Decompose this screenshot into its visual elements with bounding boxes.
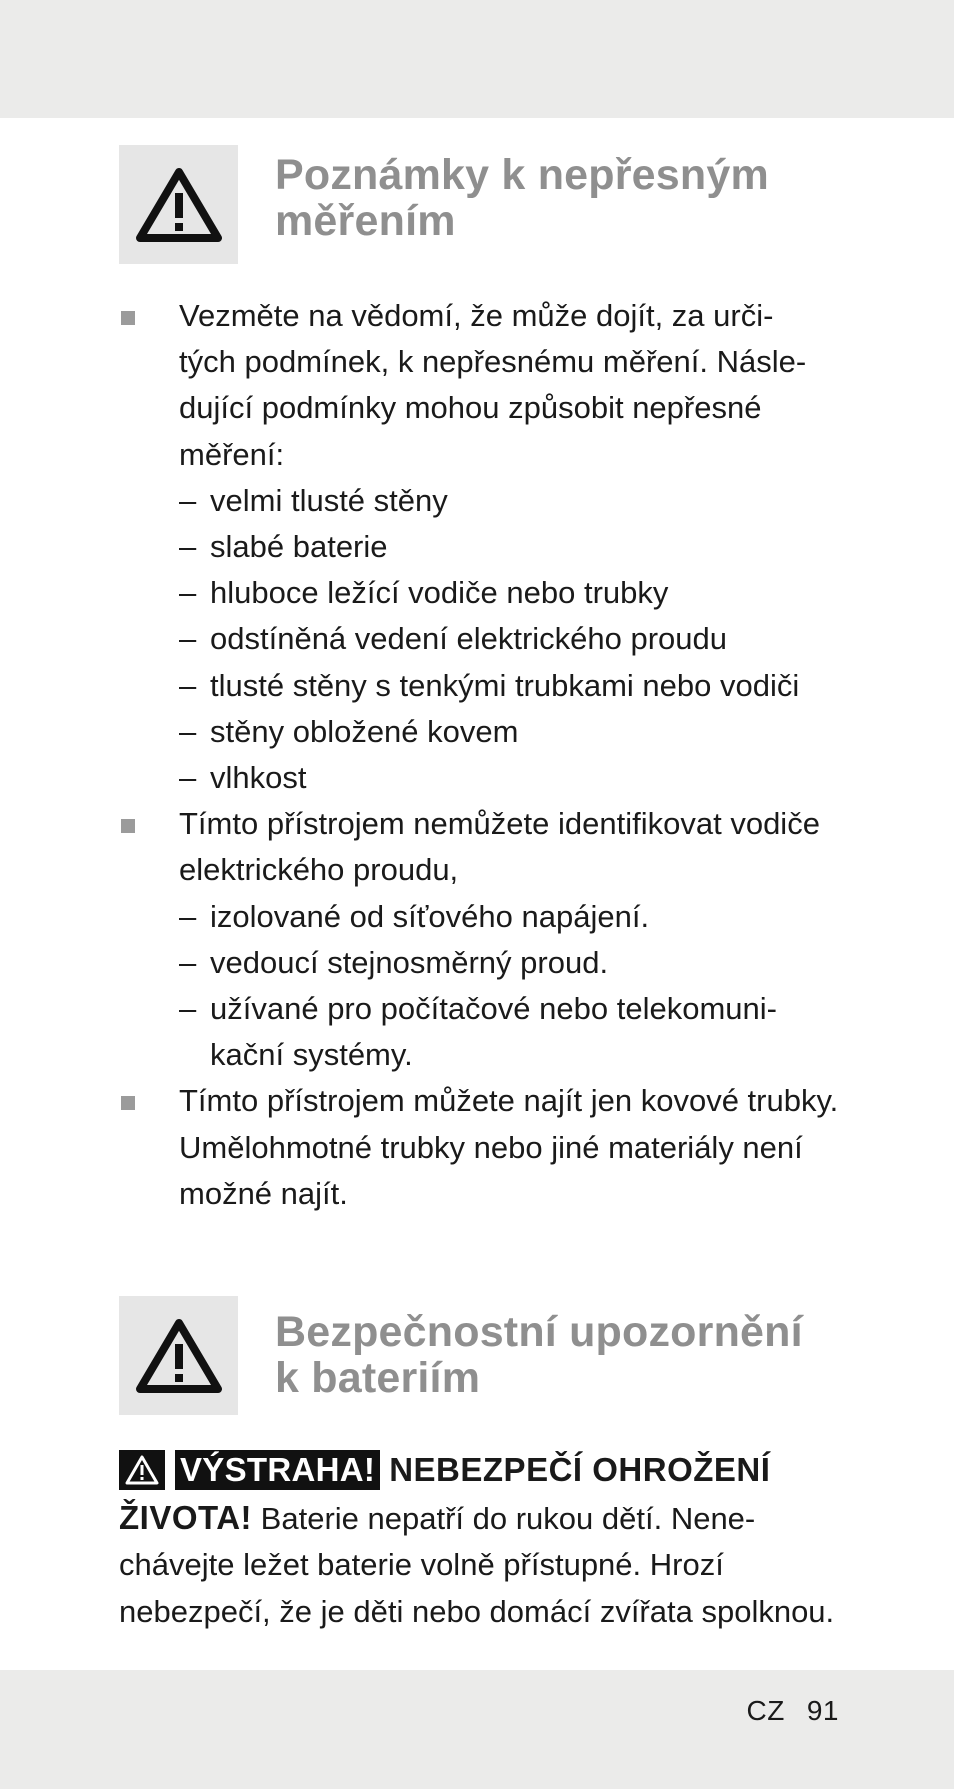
warning-text: nebezpečí, že je děti nebo domácí zvířata spolknou. <box>119 1593 835 1629</box>
warning-triangle-icon <box>135 1317 223 1395</box>
item-text: možné najít. <box>179 1175 348 1211</box>
sub-item: – užívané pro počítačové nebo telekomuni- kační systémy. <box>179 991 777 1073</box>
section-warning-box <box>119 1296 238 1415</box>
sub-item: – izolované od síťového napájení. <box>179 898 650 934</box>
warning-triangle-icon <box>135 166 223 244</box>
bottom-band <box>0 1670 954 1789</box>
list-item <box>119 801 849 1078</box>
item-text: tých podmínek, k nepřesnému měření. Násle- <box>179 344 807 380</box>
warning-label-badge: VÝSTRAHA! <box>175 1450 380 1490</box>
item-text: Umělohmotné trubky nebo jiné materiály není <box>179 1129 803 1165</box>
list-item <box>119 1078 849 1217</box>
sub-item: – slabé baterie <box>179 529 388 565</box>
bullet-square-icon <box>121 1096 135 1110</box>
language-code: CZ <box>746 1695 785 1726</box>
item-text: dující podmínky mohou způsobit nepřesné <box>179 390 762 426</box>
warning-text: Baterie nepatří do rukou dětí. Nene- <box>260 1500 756 1536</box>
section-title: Bezpečnostní upozornění k bateriím <box>275 1308 803 1402</box>
sub-item: – tlusté stěny s tenkými trubkami nebo vodiči <box>179 667 800 703</box>
danger-heading-cont: ŽIVOTA! <box>119 1498 253 1536</box>
item-text: měření: <box>179 436 285 472</box>
section-title: Poznámky k nepřesným měřením <box>275 151 769 245</box>
sub-item: – stěny obložené kovem <box>179 713 519 749</box>
warning-triangle-icon <box>119 1450 165 1490</box>
sub-item: – hluboce ležící vodiče nebo trubky <box>179 575 669 611</box>
danger-heading: NEBEZPEČÍ OHROŽENÍ <box>389 1451 771 1488</box>
sub-item: – odstíněná vedení elektrického proudu <box>179 621 728 657</box>
top-band <box>0 0 954 118</box>
bullet-square-icon <box>121 819 135 833</box>
list-item <box>119 293 849 801</box>
item-text: elektrického proudu, <box>179 852 459 888</box>
item-text: Tímto přístrojem nemůžete identifikovat vodiče <box>179 806 820 842</box>
page-footer <box>747 1695 839 1727</box>
item-text: Tímto přístrojem můžete najít jen kovové trubky. <box>179 1083 839 1119</box>
section-warning-box <box>119 145 238 264</box>
sub-item: – velmi tlusté stěny <box>179 482 448 518</box>
sub-item: – vedoucí stejnosměrný proud. <box>179 944 609 980</box>
bullet-square-icon <box>121 311 135 325</box>
battery-warning-paragraph <box>119 1447 859 1635</box>
page-number: 91 <box>806 1695 839 1726</box>
notes-list <box>119 293 849 1217</box>
sub-item: – vlhkost <box>179 760 307 796</box>
warning-text: chávejte ležet baterie volně přístupné. Hrozí <box>119 1547 724 1582</box>
item-text: Vezměte na vědomí, že může dojít, za urči- <box>179 298 774 333</box>
